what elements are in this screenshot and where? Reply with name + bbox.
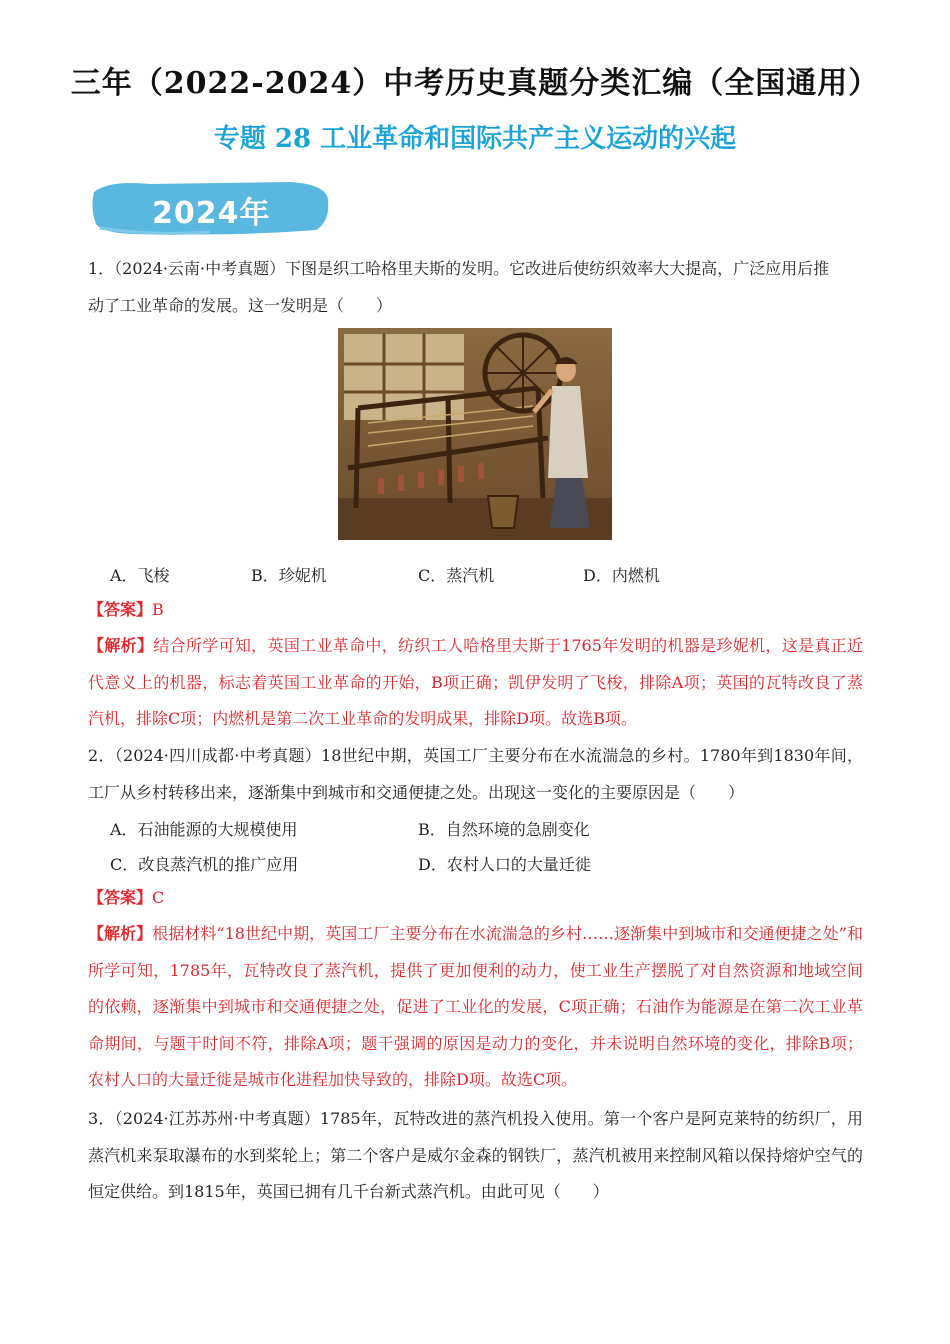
topic-subtitle: 专题 28 工业革命和国际共产主义运动的兴起 (213, 124, 737, 154)
question-1-line-2: 动了工业革命的发展。这一发明是（ ） (88, 295, 393, 315)
q2-option-b: B．自然环境的急剧变化 (418, 820, 590, 839)
page-title: 三年（2022-2024）中考历史真题分类汇编（全国通用） (70, 66, 880, 101)
answer-value: C (152, 888, 165, 907)
q2-answer (88, 880, 863, 917)
spinning-jenny-image (338, 328, 612, 540)
q1-option-b: B．珍妮机 (251, 566, 327, 585)
answer-tag: 【答案】 (88, 888, 153, 907)
question-1-line-1: 1．（2024·云南·中考真题）下图是织工哈格里夫斯的发明。它改进后使纺织效率大大提高，广泛应用后推 (88, 259, 830, 278)
q2-option-d: D．农村人口的大量迁徙 (418, 855, 591, 874)
q1-option-d: D．内燃机 (583, 566, 660, 585)
q2-option-a: A．石油能源的大规模使用 (110, 820, 298, 839)
q1-option-c: C．蒸汽机 (418, 566, 495, 585)
analysis-text: 结合所学可知，英国工业革命中，纺织工人哈格里夫斯于1765年发明的机器是珍妮机，这是真正近代意义上的机器，标志着英国工业革命的开始，B项正确；凯伊发明了飞梭，排除A项；英国的瓦特改良了蒸汽机，排除C项；内燃机是第二次工业革命的发明成果，排除D项。故选B项。 (88, 636, 863, 728)
q2-option-c: C．改良蒸汽机的推广应用 (110, 855, 299, 874)
analysis-text: 根据材料“18世纪中期，英国工厂主要分布在水流湍急的乡村……逐渐集中到城市和交通便捷之处”和所学可知，1785年，瓦特改良了蒸汽机，提供了更加便利的动力，使工业生产摆脱了对自然资源和地域空间的依赖，逐渐集中到城市和交通便捷之处，促进了工业化的发展，C项正确；石油作为能源是在第二次工业革命期间，与题干时间不符，排除A项；题干强调的原因是动力的变化，并未说明自然环境的变化，排除B项；农村人口的大量迁徙是城市化进程加快导致的，排除D项。故选C项。 (88, 924, 863, 1089)
year-label: 2024年 (152, 196, 271, 231)
q1-answer (88, 592, 863, 629)
year-banner (90, 178, 330, 238)
answer-value: B (152, 600, 164, 619)
question-3-stem: 3．（2024·江苏苏州·中考真题）1785年，瓦特改进的蒸汽机投入使用。第一个客户是阿克莱特的纺织厂，用蒸汽机来泵取瀑布的水到桨轮上；第二个客户是威尔金森的钢铁厂，蒸汽机被用来控制风箱以保持熔炉空气的恒定供给。到1815年，英国已拥有几千台新式蒸汽机。由此可见（ ） (88, 1109, 863, 1201)
q1-option-a: A．飞梭 (110, 566, 170, 585)
answer-tag: 【答案】 (88, 600, 153, 619)
question-1-stem (88, 251, 863, 324)
q2-analysis (88, 916, 863, 1099)
q1-analysis (88, 628, 863, 738)
question-2-stem: 2．（2024·四川成都·中考真题）18世纪中期，英国工厂主要分布在水流湍急的乡村。1780年到1830年间，工厂从乡村转移出来，逐渐集中到城市和交通便捷之处。出现这一变化的主要原因是（ ） (88, 746, 863, 802)
analysis-tag: 【解析】 (88, 636, 154, 655)
analysis-tag: 【解析】 (88, 924, 153, 943)
